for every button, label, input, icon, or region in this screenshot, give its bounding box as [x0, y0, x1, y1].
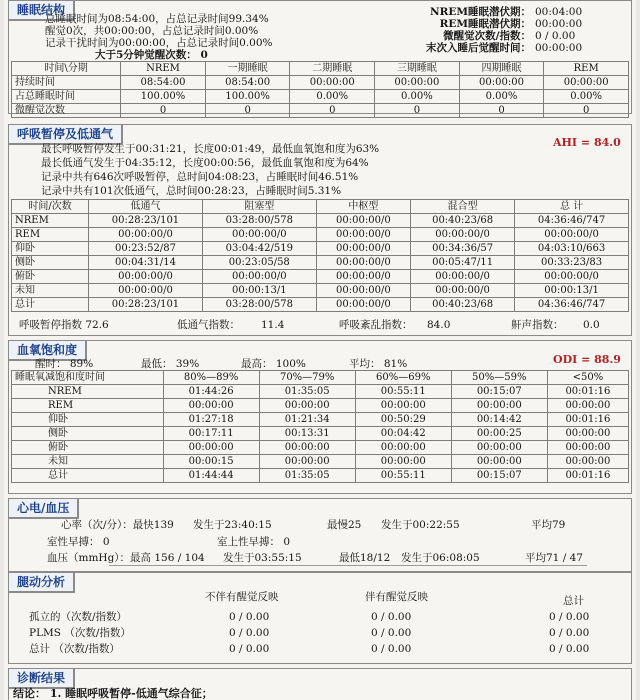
hr-average: 平均79 [531, 519, 566, 531]
hr-fastest: 心率（次/分）：最快139 [61, 519, 174, 531]
table-cell: 0.00% [459, 90, 544, 104]
table-cell: 00:00:00 [375, 76, 460, 90]
table-cell: 00:00:00/0 [89, 228, 203, 242]
leg-row-label: 总计 （次数/指数） [29, 643, 120, 655]
table-cell: 00:15:07 [451, 469, 547, 483]
last-wake-label: 末次入睡后觉醒时间： [426, 42, 531, 54]
leg-section [8, 572, 632, 664]
table-header-cell: 二期睡眠 [290, 62, 375, 76]
table-cell: 00:00:00/0 [316, 214, 410, 228]
table-cell: 08:54:00 [205, 76, 290, 90]
hr-fastest-time: 发生于23:40:15 [193, 519, 272, 531]
table-header-row [12, 62, 629, 76]
leg-row-label: 孤立的（次数/指数） [29, 611, 128, 623]
table-cell: 03:28:00/578 [202, 298, 316, 312]
sleep-stage-table [11, 61, 629, 118]
table-cell: 04:36:46/747 [515, 214, 629, 228]
table-cell: 00:00:00 [451, 441, 547, 455]
hypopnea-index-label: 低通气指数： [177, 319, 240, 331]
table-row [12, 270, 629, 284]
micro-arousal-label: 微醒觉次数/指数： [443, 30, 531, 42]
table-row [12, 427, 629, 441]
table-cell: 00:00:00 [163, 399, 259, 413]
table-cell: 01:21:34 [259, 413, 355, 427]
table-cell: 00:50:29 [355, 413, 451, 427]
table-header-cell: 混合型 [411, 200, 515, 214]
table-cell: 总计 [12, 469, 164, 483]
table-header-cell: 一期睡眠 [205, 62, 290, 76]
leg-row-value: 0 / 0.00 [229, 643, 270, 655]
table-cell: 00:00:00/0 [316, 256, 410, 270]
table-cell: 00:00:00 [547, 427, 628, 441]
table-header-cell: 总 计 [515, 200, 629, 214]
leg-row-value: 0 / 0.00 [549, 611, 590, 623]
rem-latency-value: 00:00:00 [535, 18, 583, 30]
respiratory-table [11, 199, 629, 312]
leg-title: 腿动分析 [8, 572, 75, 593]
table-cell: 未知 [12, 284, 89, 298]
table-cell: 00:00:00/0 [89, 284, 203, 298]
table-header-cell: 阻塞型 [202, 200, 316, 214]
table-cell: 00:00:00 [355, 455, 451, 469]
table-cell: 08:54:00 [121, 76, 206, 90]
table-header-cell: 四期睡眠 [459, 62, 544, 76]
table-row [12, 399, 629, 413]
table-cell: 00:00:00/0 [89, 270, 203, 284]
table-cell: 0 [290, 104, 375, 118]
table-row [12, 104, 629, 118]
table-cell: 00:15:07 [451, 385, 547, 399]
resp-line: 最长呼吸暂停发生于00:31:21，长度00:01:49，最低血氧饱和度为63% [41, 143, 380, 155]
leg-row-value: 0 / 0.00 [371, 611, 412, 623]
table-header-cell: 低通气 [89, 200, 203, 214]
table-cell: 侧卧 [12, 427, 164, 441]
table-cell: 00:34:36/57 [411, 242, 515, 256]
snore-index-value: 0.0 [583, 319, 600, 331]
table-row [12, 469, 629, 483]
table-cell: 持续时间 [12, 76, 121, 90]
report-page [4, 0, 636, 700]
table-header-row [12, 371, 629, 385]
table-cell: NREM [12, 214, 89, 228]
awake-text: 醒觉0次，共00:00:00，占总记录时间0.00% [45, 25, 259, 37]
table-cell: 0.00% [544, 90, 629, 104]
ventricular-premature: 室性早搏： 0 [47, 536, 110, 548]
table-cell: 00:00:15 [163, 455, 259, 469]
table-cell: 03:04:42/519 [202, 242, 316, 256]
leg-row-value: 0 / 0.00 [229, 627, 270, 639]
table-cell: 0 [205, 104, 290, 118]
max-spo2: 最高： 100% [241, 358, 306, 370]
table-row [12, 76, 629, 90]
table-cell: 微醒觉次数 [12, 104, 121, 118]
table-cell: 01:27:18 [163, 413, 259, 427]
table-header-cell: 时间\分期 [12, 62, 121, 76]
table-cell: 0.00% [290, 90, 375, 104]
table-header-cell: <50% [547, 371, 628, 385]
table-cell: 00:23:52/87 [89, 242, 203, 256]
diagnosis-conclusion: 结论： 1. 睡眠呼吸暂停-低通气综合征； [13, 687, 213, 700]
table-cell: 00:00:00 [290, 76, 375, 90]
table-cell: 00:00:13/1 [515, 284, 629, 298]
table-cell: 00:55:11 [355, 469, 451, 483]
table-cell: 占总睡眠时间 [12, 90, 121, 104]
nrem-latency-label: NREM睡眠潜伏期： [430, 6, 531, 18]
table-header-cell: 三期睡眠 [375, 62, 460, 76]
table-header-cell: 70%—79% [259, 371, 355, 385]
table-cell: 00:01:16 [547, 385, 628, 399]
table-cell: 0 [544, 104, 629, 118]
ecg-section [8, 498, 632, 572]
table-cell: 00:00:00 [547, 399, 628, 413]
bp-average: 平均71 / 47 [525, 552, 583, 564]
table-row [12, 455, 629, 469]
table-cell: 01:44:26 [163, 385, 259, 399]
bp-lowest: 最低18/12 [339, 552, 391, 564]
table-cell: 00:00:00 [355, 399, 451, 413]
table-cell: 04:36:46/747 [515, 298, 629, 312]
table-cell: 00:00:25 [451, 427, 547, 441]
table-cell: 00:13:31 [259, 427, 355, 441]
table-cell: 01:44:44 [163, 469, 259, 483]
table-row [12, 242, 629, 256]
table-cell: 100.00% [121, 90, 206, 104]
table-cell: 00:00:00/0 [515, 270, 629, 284]
micro-arousal-value: 0 / 0.00 [535, 30, 576, 42]
table-cell: 00:00:00/0 [411, 270, 515, 284]
table-cell: 00:00:00 [547, 455, 628, 469]
table-row [12, 441, 629, 455]
sleep-structure-section [8, 0, 632, 114]
table-cell: 00:00:00/0 [411, 228, 515, 242]
rdi-label: 呼吸紊乱指数： [339, 319, 413, 331]
table-cell: 00:00:00/0 [202, 270, 316, 284]
table-cell: 0 [459, 104, 544, 118]
resp-line: 最长低通气发生于04:35:12，长度00:00:56，最低血氧饱和度为64% [41, 157, 369, 169]
table-cell: NREM [12, 385, 164, 399]
table-cell: 00:04:31/14 [89, 256, 203, 270]
table-cell: 00:23:05/58 [202, 256, 316, 270]
oxygen-table [11, 370, 629, 483]
table-cell: 00:00:00/0 [515, 228, 629, 242]
table-cell: 00:00:00 [547, 441, 628, 455]
table-cell: 00:00:00 [163, 441, 259, 455]
diagnosis-title: 诊断结果 [8, 668, 75, 689]
rem-latency-label: REM睡眠潜伏期： [439, 18, 531, 30]
table-header-cell: REM [544, 62, 629, 76]
table-cell: 00:05:47/11 [411, 256, 515, 270]
avg-spo2: 平均： 81% [349, 358, 408, 370]
table-cell: 00:28:23/101 [89, 214, 203, 228]
table-cell: 00:00:00/0 [316, 298, 410, 312]
interference-text: 记录干扰时间为00:00:00，占总记录时间0.00% [45, 37, 273, 49]
table-header-row [12, 200, 629, 214]
table-cell: 00:00:00 [459, 76, 544, 90]
table-cell: 侧卧 [12, 256, 89, 270]
table-cell: 00:00:00/0 [202, 228, 316, 242]
leg-row-value: 0 / 0.00 [549, 643, 590, 655]
oxygen-title: 血氧饱和度 [8, 340, 87, 361]
resp-line: 记录中共有646次呼吸暂停，总时间04:08:23，占睡眠时间46.51% [41, 171, 359, 183]
over5-text: 大于5分钟觉醒次数： 0 [95, 49, 208, 61]
bp-highest-time: 发生于03:55:15 [223, 552, 302, 564]
table-cell: REM [12, 399, 164, 413]
table-cell: 00:00:00 [451, 455, 547, 469]
sleep-structure-title: 睡眠结构 [8, 0, 75, 21]
table-cell: 01:35:05 [259, 469, 355, 483]
table-row [12, 256, 629, 270]
nrem-latency-value: 00:04:00 [535, 6, 583, 18]
table-cell: 00:00:13/1 [202, 284, 316, 298]
table-cell: 00:00:00 [259, 441, 355, 455]
oxygen-section [8, 340, 632, 494]
apnea-index: 呼吸暂停指数 72.6 [19, 319, 109, 331]
table-cell: 00:00:00 [259, 399, 355, 413]
table-header-cell: NREM [121, 62, 206, 76]
respiratory-title: 呼吸暂停及低通气 [8, 124, 123, 145]
table-cell: 01:35:05 [259, 385, 355, 399]
table-cell: 俯卧 [12, 441, 164, 455]
table-cell: 0.00% [375, 90, 460, 104]
table-cell: 00:00:00/0 [411, 284, 515, 298]
table-row [12, 385, 629, 399]
table-header-cell: 60%—69% [355, 371, 451, 385]
diagnosis-section [8, 668, 632, 700]
resp-line: 记录中共有101次低通气，总时间00:28:23，占睡眠时间5.31% [41, 185, 342, 197]
table-row [12, 214, 629, 228]
table-cell: 仰卧 [12, 242, 89, 256]
table-cell: 俯卧 [12, 270, 89, 284]
rdi-value: 84.0 [427, 319, 451, 331]
hr-slowest: 最慢25 [327, 519, 362, 531]
table-cell: 00:00:00/0 [316, 242, 410, 256]
table-cell: 00:00:00 [355, 441, 451, 455]
leg-header-total: 总计 [563, 595, 584, 607]
total-sleep-text: 总睡眠时间为08:54:00，占总记录时间99.34% [45, 13, 269, 25]
table-cell: 00:40:23/68 [411, 298, 515, 312]
table-cell: 0 [375, 104, 460, 118]
bp-highest: 血压（mmHg）：最高 156 / 104 [47, 552, 205, 564]
snore-index-label: 鼾声指数： [511, 319, 564, 331]
table-cell: REM [12, 228, 89, 242]
leg-row-label: PLMS （次数/指数） [29, 627, 131, 639]
table-header-cell: 时间/次数 [12, 200, 89, 214]
table-cell: 00:17:11 [163, 427, 259, 441]
table-cell: 00:00:00 [259, 455, 355, 469]
table-cell: 00:00:00/0 [316, 270, 410, 284]
table-cell: 00:00:00/0 [316, 284, 410, 298]
table-cell: 00:40:23/68 [411, 214, 515, 228]
table-cell: 00:14:42 [451, 413, 547, 427]
table-cell: 100.00% [205, 90, 290, 104]
table-row [12, 284, 629, 298]
supraventricular-premature: 室上性早搏： 0 [217, 536, 291, 548]
table-cell: 00:00:00 [451, 399, 547, 413]
table-cell: 00:00:00 [544, 76, 629, 90]
leg-row-value: 0 / 0.00 [549, 627, 590, 639]
awake-spo2: 醒时： 89% [35, 358, 94, 370]
table-header-cell: 睡眠氧减饱和度时间 [12, 371, 164, 385]
ecg-title: 心电/血压 [8, 498, 79, 519]
table-cell: 仰卧 [12, 413, 164, 427]
respiratory-section [8, 124, 632, 336]
leg-row-value: 0 / 0.00 [371, 627, 412, 639]
odi-value: ODI = 88.9 [553, 353, 621, 366]
table-header-cell: 中枢型 [316, 200, 410, 214]
table-row [12, 90, 629, 104]
leg-header-with-arousal: 伴有醒觉反映 [365, 591, 428, 603]
bp-lowest-time: 发生于06:08:05 [401, 552, 480, 564]
table-cell: 04:03:10/663 [515, 242, 629, 256]
table-cell: 00:28:23/101 [89, 298, 203, 312]
table-header-cell: 80%—89% [163, 371, 259, 385]
table-cell: 00:04:42 [355, 427, 451, 441]
last-wake-value: 00:00:00 [535, 42, 583, 54]
leg-row-value: 0 / 0.00 [371, 643, 412, 655]
hypopnea-index-value: 11.4 [261, 319, 285, 331]
divider-line [109, 565, 587, 566]
table-cell: 未知 [12, 455, 164, 469]
table-cell: 00:01:16 [547, 413, 628, 427]
table-cell: 03:28:00/578 [202, 214, 316, 228]
table-cell: 0 [121, 104, 206, 118]
table-row [12, 228, 629, 242]
table-row [12, 413, 629, 427]
leg-row-value: 0 / 0.00 [229, 611, 270, 623]
table-cell: 00:01:16 [547, 469, 628, 483]
table-header-cell: 50%—59% [451, 371, 547, 385]
table-row [12, 298, 629, 312]
table-cell: 00:00:00/0 [316, 228, 410, 242]
ahi-value: AHI = 84.0 [553, 136, 621, 149]
hr-slowest-time: 发生于00:22:55 [381, 519, 460, 531]
table-cell: 总计 [12, 298, 89, 312]
min-spo2: 最低： 39% [141, 358, 200, 370]
table-cell: 00:55:11 [355, 385, 451, 399]
leg-header-no-arousal: 不伴有醒觉反映 [205, 591, 279, 603]
table-cell: 00:33:23/83 [515, 256, 629, 270]
